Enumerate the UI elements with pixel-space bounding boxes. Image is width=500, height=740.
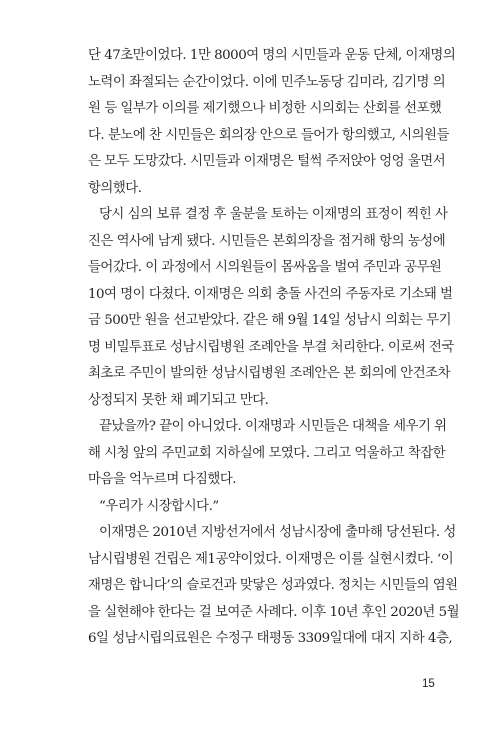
text-line: 을 실현해야 한다는 걸 보여준 사례다. 이후 10년 후인 2020년 5월 — [88, 604, 460, 620]
text-line: 상정되지 못한 채 폐기되고 만다. — [88, 392, 269, 408]
text-line: 해 시청 앞의 주민교회 지하실에 모였다. 그리고 억울하고 착잡한 — [88, 445, 446, 461]
text-line: 원 등 일부가 이의를 제기했으나 비정한 시의회는 산회를 선포했 — [88, 101, 442, 116]
text-line: 끝났을까? 끝이 아니었다. 이재명과 시민들은 대책을 세우기 위 — [99, 419, 447, 434]
paragraph — [88, 43, 456, 202]
text-line: 6일 성남시립의료원은 수정구 태평동 3309일대에 대지 지하 4층, — [88, 631, 453, 646]
text-line: 다. 분노에 찬 시민들은 회의장 안으로 들어가 항의했고, 시의원들 — [88, 127, 449, 143]
text-line: 당시 심의 보류 결정 후 울분을 토하는 이재명의 표정이 찍힌 사 — [99, 207, 448, 222]
text-line: 최초로 주민이 발의한 성남시립병원 조례안은 본 회의에 안건조차 — [88, 366, 451, 381]
paragraph — [88, 414, 447, 494]
page-number: 15 — [422, 678, 435, 690]
text-line: 재명은 합니다’의 슬로건과 맞닿은 성과였다. 정치는 시민들의 염원 — [88, 578, 458, 593]
text-line: 금 500만 원을 선고받았다. 같은 해 9월 14일 성남시 의회는 무기 — [88, 313, 452, 328]
text-line: 들어갔다. 이 과정에서 시의원들이 몸싸움을 벌여 주민과 공무원 — [88, 260, 442, 275]
text-line: 노력이 좌절되는 순간이었다. 이에 민주노동당 김미라, 김기명 의 — [88, 74, 446, 90]
paragraph — [88, 494, 420, 521]
text-line: 진은 역사에 남게 됐다. 시민들은 본회의장을 점거해 항의 농성에 — [88, 233, 446, 249]
text-line: 마음을 억누르며 다짐했다. — [88, 472, 237, 487]
text-line: 10여 명이 다쳤다. 이재명은 의회 충돌 사건의 주동자로 기소돼 벌 — [88, 286, 453, 302]
body-text — [88, 43, 460, 653]
text-line: 남시립병원 건립은 제1공약이었다. 이재명은 이를 실현시켰다. ‘이 — [88, 551, 454, 567]
text-line: 은 모두 도망갔다. 시민들과 이재명은 털썩 주저앉아 엉엉 울면서 — [88, 154, 446, 169]
paragraph — [88, 202, 454, 414]
text-line: 이재명은 2010년 지방선거에서 성남시장에 출마해 당선된다. 성 — [99, 525, 456, 540]
text-line: 단 47초만이었다. 1만 8000여 명의 시민들과 운동 단체, 이재명의 — [88, 48, 456, 63]
text-line: 항의했다. — [88, 180, 142, 196]
text-line: 명 비밀투표로 성남시립병원 조례안을 부결 처리한다. 이로써 전국 — [88, 339, 454, 355]
text-line: “우리가 시장합시다.” — [99, 498, 219, 514]
paragraph — [88, 520, 460, 653]
